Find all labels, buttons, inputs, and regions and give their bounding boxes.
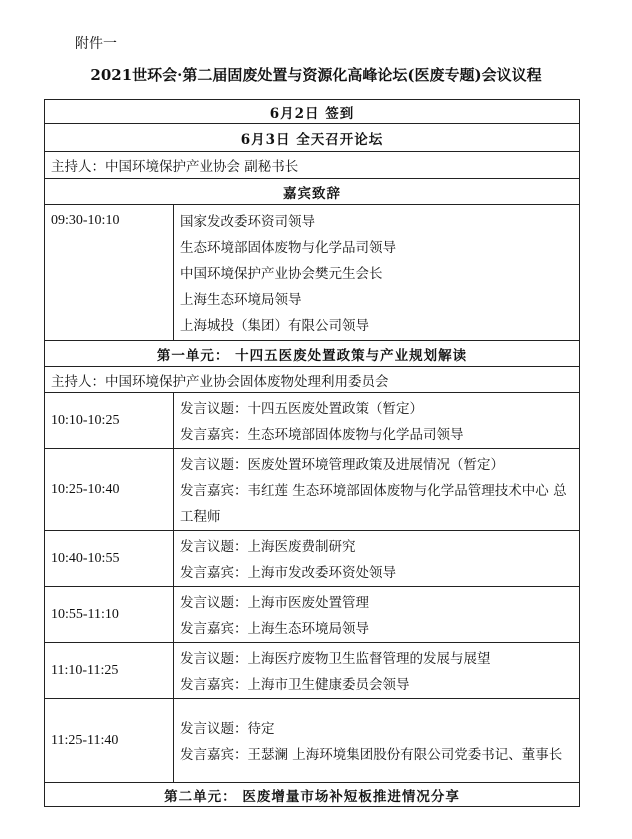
attachment-label: 附件一 [75, 36, 117, 52]
session-time: 11:10-11:25 [45, 643, 174, 699]
session-topic: 发言议题：待定 [180, 720, 275, 737]
session-topic: 发言议题：上海医废费制研究 [180, 538, 356, 555]
speaker-line: 中国环境保护产业协会樊元生会长 [180, 265, 383, 282]
session-topic: 发言议题：十四五医废处置政策（暂定） [180, 400, 423, 417]
day1-row [45, 100, 580, 124]
session-guest: 发言嘉宾：上海生态环境局领导 [180, 620, 369, 637]
host2-cell: 主持人：中国环境保护产业协会固体废物处理利用委员会 [45, 367, 580, 393]
opening-row [45, 205, 580, 341]
session-topic: 发言议题：医废处置环境管理政策及进展情况（暂定） [180, 456, 504, 473]
opening-speakers [174, 205, 580, 341]
day2-row [45, 124, 580, 152]
unit2-row [45, 783, 580, 807]
session-detail [174, 449, 580, 531]
speaker-line: 上海生态环境局领导 [180, 291, 302, 308]
host2-row [45, 367, 580, 393]
session-time: 10:40-10:55 [45, 531, 174, 587]
session-row [45, 699, 580, 783]
session-row [45, 393, 580, 449]
session-detail [174, 587, 580, 643]
session-guest: 发言嘉宾：王瑟澜 上海环境集团股份有限公司党委书记、董事长 [180, 746, 563, 763]
unit2-cell: 第二单元： 医废增量市场补短板推进情况分享 [45, 783, 580, 807]
unit1-row [45, 341, 580, 367]
host-cell: 主持人：中国环境保护产业协会 副秘书长 [45, 152, 580, 179]
opening-time: 09:30-10:10 [45, 205, 174, 341]
session-detail [174, 699, 580, 783]
speaker-line: 上海城投（集团）有限公司领导 [180, 317, 369, 334]
session-time: 11:25-11:40 [45, 699, 174, 783]
speaker-line: 国家发改委环资司领导 [180, 213, 315, 230]
day2-cell: 6月3日 全天召开论坛 [45, 124, 580, 152]
session-detail [174, 393, 580, 449]
agenda-table [44, 99, 580, 807]
document-title: 2021世环会·第二届固废处置与资源化高峰论坛(医废专题)会议议程 [90, 66, 542, 84]
session-guest: 发言嘉宾：韦红莲 生态环境部固体废物与化学品管理技术中心 总工程师 [180, 482, 567, 525]
host-row [45, 152, 580, 179]
session-time: 10:25-10:40 [45, 449, 174, 531]
session-topic: 发言议题：上海市医废处置管理 [180, 594, 369, 611]
session-row [45, 531, 580, 587]
session-detail [174, 643, 580, 699]
session-detail [174, 531, 580, 587]
session-guest: 发言嘉宾：上海市发改委环资处领导 [180, 564, 396, 581]
unit1-cell: 第一单元： 十四五医废处置政策与产业规划解读 [45, 341, 580, 367]
session-guest: 发言嘉宾：上海市卫生健康委员会领导 [180, 676, 410, 693]
session-time: 10:10-10:25 [45, 393, 174, 449]
session-topic: 发言议题：上海医疗废物卫生监督管理的发展与展望 [180, 650, 491, 667]
session-row [45, 449, 580, 531]
session-row [45, 643, 580, 699]
day1-cell: 6月2日 签到 [45, 100, 580, 124]
session-row [45, 587, 580, 643]
session-guest: 发言嘉宾：生态环境部固体废物与化学品司领导 [180, 426, 464, 443]
opening-header-row [45, 179, 580, 205]
speaker-line: 生态环境部固体废物与化学品司领导 [180, 239, 396, 256]
opening-header-cell: 嘉宾致辞 [45, 179, 580, 205]
session-time: 10:55-11:10 [45, 587, 174, 643]
